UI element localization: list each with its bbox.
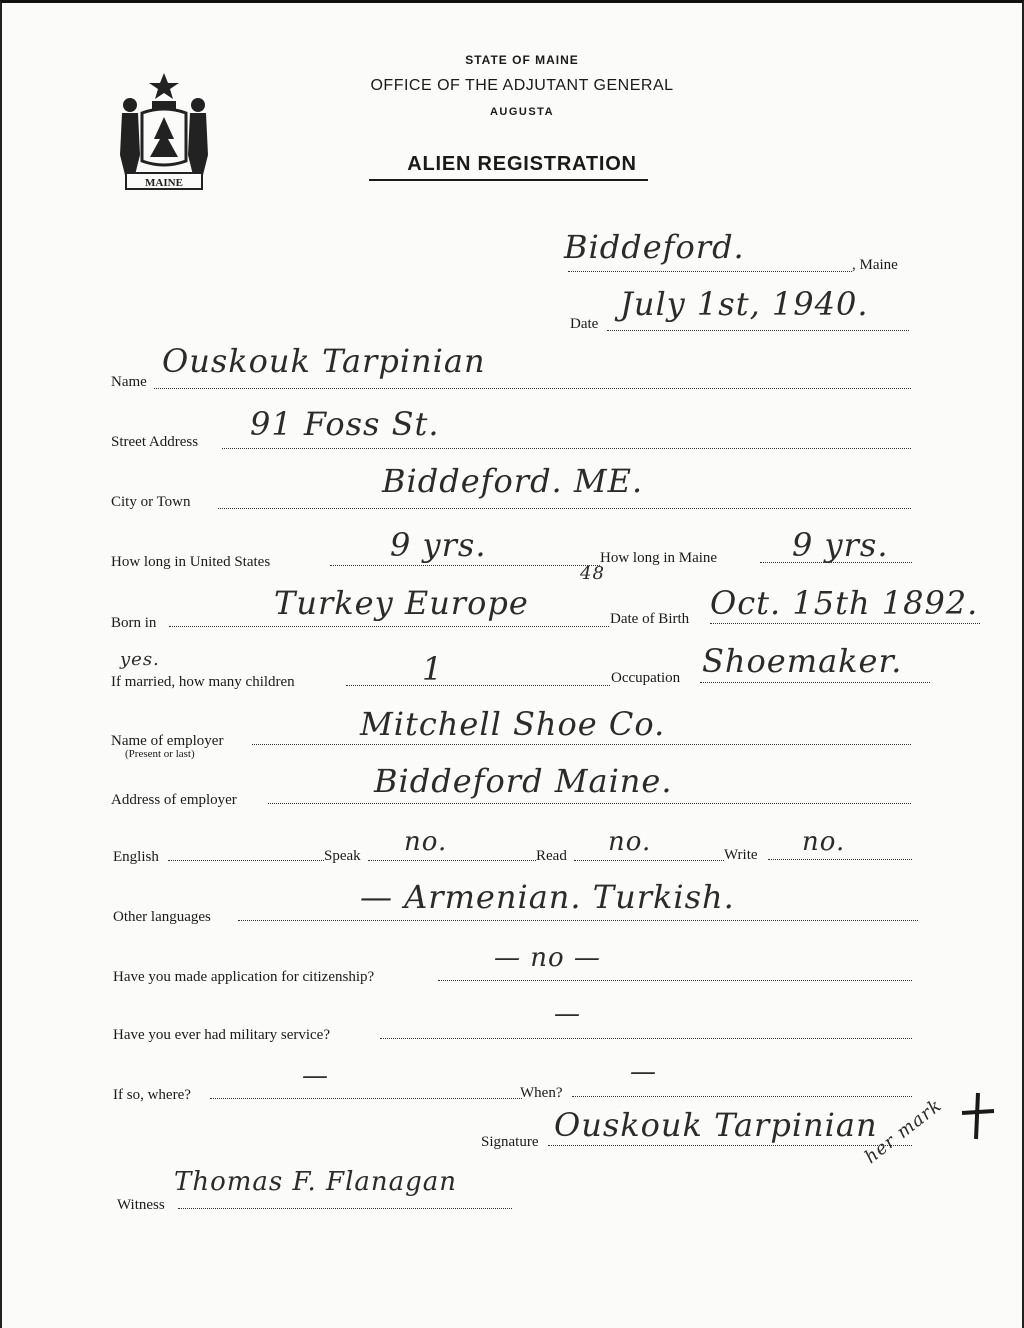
signature-entry[interactable]: Ouskouk Tarpinian [554,1106,878,1144]
how-long-us-label: How long in United States [111,554,271,570]
name-line [154,388,911,389]
children-line [346,685,610,686]
seal-banner: MAINE [145,177,183,189]
write-entry[interactable]: no. [802,827,846,857]
how-long-me-label: How long in Maine [600,550,718,566]
street-line [222,448,911,449]
citizenship-entry[interactable]: — no — [494,943,601,973]
name-label: Name [111,374,147,390]
witness-entry[interactable]: Thomas F. Flanagan [174,1167,458,1197]
cross-mark-icon [960,1091,996,1141]
employer-label: Name of employer [111,733,224,749]
how-long-me-entry[interactable]: 9 yrs. [792,526,889,564]
employer-address-label: Address of employer [111,792,237,808]
dob-line [710,623,980,624]
occupation-line [700,682,930,683]
read-entry[interactable]: no. [608,827,652,857]
read-line [574,860,724,861]
witness-label: Witness [117,1197,165,1213]
read-label: Read [536,848,567,864]
signature-line [548,1145,912,1146]
witness-line [178,1208,512,1209]
speak-label: Speak [324,848,361,864]
speak-line [368,860,536,861]
header-office: OFFICE OF THE ADJUTANT GENERAL [370,77,674,94]
born-in-line [169,626,609,627]
date-label: Date [570,316,599,332]
english-label: English [113,849,159,865]
date-line [607,330,909,331]
write-line [768,859,912,860]
name-entry[interactable]: Ouskouk Tarpinian [162,342,486,380]
married-entry[interactable]: yes. [120,649,160,670]
citizenship-label: Have you made application for citizenship? [113,969,375,985]
town-entry[interactable]: Biddeford. [564,228,745,266]
dob-label: Date of Birth [610,611,690,627]
other-lang-entry[interactable]: — Armenian. Turkish. [360,878,735,916]
age-entry[interactable]: 48 [580,563,605,584]
when-line [572,1096,912,1097]
where-line [210,1098,522,1099]
employer-note: (Present or last) [125,748,195,760]
married-label: If married, how many children [111,674,295,690]
header-state: STATE OF MAINE [465,53,579,67]
other-lang-line [238,920,918,921]
english-line [168,860,324,861]
employer-address-line [268,803,911,804]
where-entry[interactable]: — [302,1061,329,1091]
title-underline [369,179,648,181]
military-label: Have you ever had military service? [113,1027,330,1043]
children-entry[interactable]: 1 [422,650,444,688]
born-in-entry[interactable]: Turkey Europe [274,584,529,622]
occupation-label: Occupation [611,670,681,686]
when-entry[interactable]: — [630,1057,657,1087]
city-entry[interactable]: Biddeford. ME. [382,462,644,500]
dob-entry[interactable]: Oct. 15th 1892. [710,584,979,622]
mark-note-entry: her mark [860,1094,947,1168]
city-line [218,508,911,509]
citizenship-line [438,980,912,981]
maine-label: , Maine [852,257,898,273]
occupation-entry[interactable]: Shoemaker. [702,642,903,680]
city-label: City or Town [111,494,191,510]
employer-address-entry[interactable]: Biddeford Maine. [374,762,673,800]
other-lang-label: Other languages [113,909,211,925]
when-label: When? [520,1085,563,1101]
where-label: If so, where? [113,1087,191,1103]
employer-entry[interactable]: Mitchell Shoe Co. [360,705,666,743]
how-long-us-line [330,565,600,566]
form-title: ALIEN REGISTRATION [407,153,637,175]
how-long-us-entry[interactable]: 9 yrs. [390,526,487,564]
born-in-label: Born in [111,615,157,631]
town-line [568,271,852,272]
signature-label: Signature [481,1134,539,1150]
military-line [380,1038,912,1039]
write-label: Write [724,847,758,863]
header-city: AUGUSTA [489,106,555,118]
military-entry[interactable]: — [554,999,581,1029]
speak-entry[interactable]: no. [404,827,448,857]
street-label: Street Address [111,434,199,450]
employer-line [252,744,911,745]
street-entry[interactable]: 91 Foss St. [250,405,440,443]
date-entry[interactable]: July 1st, 1940. [620,285,869,323]
